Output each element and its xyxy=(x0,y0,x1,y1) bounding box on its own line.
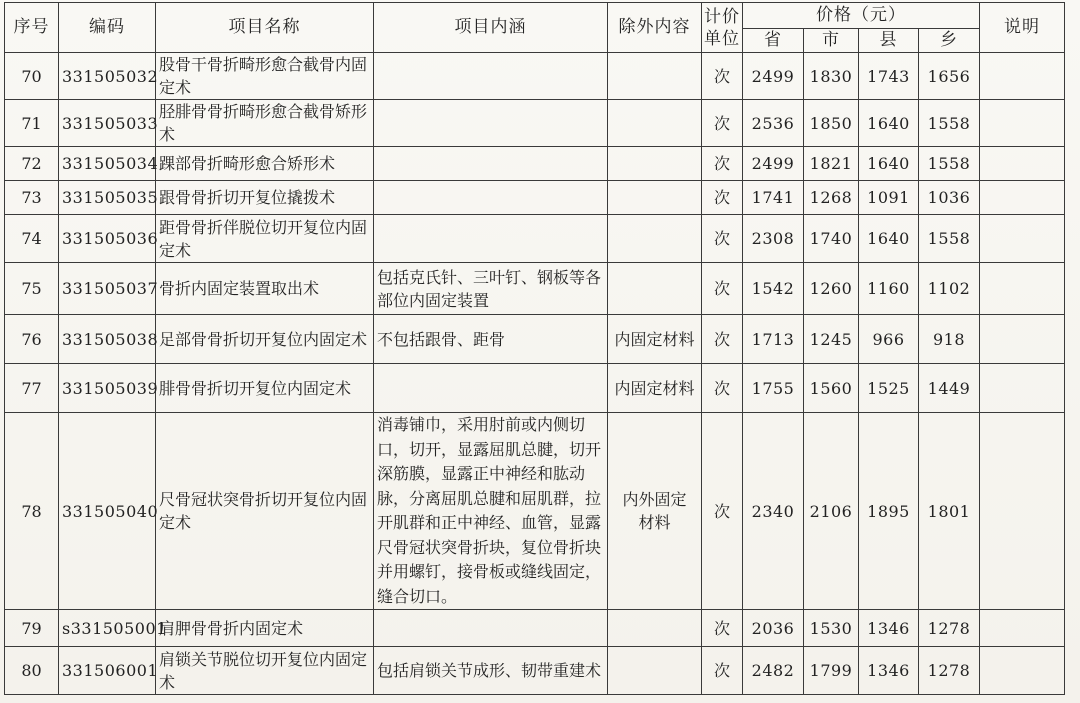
cell-code: 331505032 xyxy=(59,53,156,100)
cell-code: 331505040 xyxy=(59,413,156,610)
cell-seq: 80 xyxy=(5,647,59,695)
cell-content: 包括肩锁关节成形、韧带重建术 xyxy=(374,647,608,695)
header-province: 省 xyxy=(743,29,804,53)
cell-content xyxy=(374,53,608,100)
cell-excluded xyxy=(608,181,702,215)
header-unit: 计价单位 xyxy=(702,3,743,53)
cell-county: 966 xyxy=(859,315,919,364)
cell-name: 踝部骨折畸形愈合矫形术 xyxy=(156,147,374,181)
cell-content xyxy=(374,147,608,181)
cell-province: 2308 xyxy=(743,215,804,263)
cell-content xyxy=(374,100,608,147)
cell-name: 足部骨骨折切开复位内固定术 xyxy=(156,315,374,364)
cell-excluded xyxy=(608,263,702,315)
cell-township: 1278 xyxy=(919,610,980,647)
cell-excluded: 内外固定材料 xyxy=(608,413,702,610)
cell-province: 1741 xyxy=(743,181,804,215)
header-content: 项目内涵 xyxy=(374,3,608,53)
cell-county: 1895 xyxy=(859,413,919,610)
cell-note xyxy=(980,315,1065,364)
cell-county: 1091 xyxy=(859,181,919,215)
cell-note xyxy=(980,53,1065,100)
cell-name: 肩锁关节脱位切开复位内固定术 xyxy=(156,647,374,695)
cell-seq: 74 xyxy=(5,215,59,263)
cell-seq: 73 xyxy=(5,181,59,215)
cell-township: 1558 xyxy=(919,100,980,147)
table-row xyxy=(5,315,1065,364)
cell-unit: 次 xyxy=(702,647,743,695)
header-price: 价格（元） xyxy=(743,3,980,29)
cell-content: 包括克氏针、三叶钉、钢板等各部位内固定装置 xyxy=(374,263,608,315)
header-county: 县 xyxy=(859,29,919,53)
table-row xyxy=(5,364,1065,413)
cell-note xyxy=(980,263,1065,315)
cell-province: 1542 xyxy=(743,263,804,315)
table-row xyxy=(5,263,1065,315)
cell-city: 1740 xyxy=(804,215,859,263)
cell-name: 距骨骨折伴脱位切开复位内固定术 xyxy=(156,215,374,263)
cell-unit: 次 xyxy=(702,364,743,413)
cell-city: 1830 xyxy=(804,53,859,100)
table-row xyxy=(5,647,1065,695)
cell-city: 1260 xyxy=(804,263,859,315)
cell-code: 331505034 xyxy=(59,147,156,181)
cell-note xyxy=(980,610,1065,647)
cell-note xyxy=(980,181,1065,215)
cell-seq: 75 xyxy=(5,263,59,315)
cell-unit: 次 xyxy=(702,413,743,610)
cell-unit: 次 xyxy=(702,100,743,147)
table-row xyxy=(5,413,1065,610)
cell-code: 331505038 xyxy=(59,315,156,364)
cell-province: 2482 xyxy=(743,647,804,695)
cell-province: 1755 xyxy=(743,364,804,413)
cell-seq: 77 xyxy=(5,364,59,413)
cell-province: 2499 xyxy=(743,147,804,181)
price-table xyxy=(4,2,1065,695)
header-township: 乡 xyxy=(919,29,980,53)
cell-code: s331505001 xyxy=(59,610,156,647)
cell-county: 1640 xyxy=(859,100,919,147)
cell-city: 1268 xyxy=(804,181,859,215)
cell-township: 1656 xyxy=(919,53,980,100)
cell-excluded: 内固定材料 xyxy=(608,364,702,413)
cell-note xyxy=(980,413,1065,610)
cell-province: 1713 xyxy=(743,315,804,364)
cell-name: 尺骨冠状突骨折切开复位内固定术 xyxy=(156,413,374,610)
cell-excluded xyxy=(608,147,702,181)
cell-note xyxy=(980,147,1065,181)
cell-content: 消毒铺巾，采用肘前或内侧切口，切开，显露屈肌总腱，切开深筋膜，显露正中神经和肱动脉，分离屈肌总腱和屈肌群，拉开肌群和正中神经、血管，显露尺骨冠状突骨折块，复位骨折块并用螺钉，接骨板或缝线固定，缝合切口。 xyxy=(374,413,608,610)
cell-content xyxy=(374,364,608,413)
cell-excluded: 内固定材料 xyxy=(608,315,702,364)
cell-township: 918 xyxy=(919,315,980,364)
cell-code: 331505039 xyxy=(59,364,156,413)
cell-content xyxy=(374,215,608,263)
cell-seq: 78 xyxy=(5,413,59,610)
header-row-1 xyxy=(5,3,1065,29)
cell-province: 2340 xyxy=(743,413,804,610)
cell-county: 1160 xyxy=(859,263,919,315)
table-row xyxy=(5,181,1065,215)
header-seq: 序号 xyxy=(5,3,59,53)
cell-county: 1640 xyxy=(859,147,919,181)
cell-unit: 次 xyxy=(702,215,743,263)
cell-name: 肩胛骨骨折内固定术 xyxy=(156,610,374,647)
cell-code: 331505033 xyxy=(59,100,156,147)
cell-seq: 76 xyxy=(5,315,59,364)
cell-township: 1558 xyxy=(919,147,980,181)
cell-note xyxy=(980,215,1065,263)
header-name: 项目名称 xyxy=(156,3,374,53)
cell-county: 1346 xyxy=(859,647,919,695)
cell-note xyxy=(980,647,1065,695)
cell-content xyxy=(374,610,608,647)
header-code: 编码 xyxy=(59,3,156,53)
cell-seq: 71 xyxy=(5,100,59,147)
cell-city: 2106 xyxy=(804,413,859,610)
cell-code: 331505036 xyxy=(59,215,156,263)
cell-content: 不包括跟骨、距骨 xyxy=(374,315,608,364)
cell-county: 1346 xyxy=(859,610,919,647)
cell-city: 1245 xyxy=(804,315,859,364)
cell-unit: 次 xyxy=(702,147,743,181)
table-row xyxy=(5,215,1065,263)
cell-unit: 次 xyxy=(702,53,743,100)
cell-township: 1801 xyxy=(919,413,980,610)
cell-code: 331505037 xyxy=(59,263,156,315)
cell-code: 331505035 xyxy=(59,181,156,215)
cell-township: 1278 xyxy=(919,647,980,695)
cell-unit: 次 xyxy=(702,315,743,364)
header-city: 市 xyxy=(804,29,859,53)
cell-seq: 79 xyxy=(5,610,59,647)
cell-province: 2499 xyxy=(743,53,804,100)
table-row xyxy=(5,100,1065,147)
cell-excluded xyxy=(608,53,702,100)
table-row xyxy=(5,147,1065,181)
cell-excluded xyxy=(608,215,702,263)
cell-name: 腓骨骨折切开复位内固定术 xyxy=(156,364,374,413)
cell-county: 1640 xyxy=(859,215,919,263)
cell-note xyxy=(980,364,1065,413)
cell-city: 1560 xyxy=(804,364,859,413)
cell-name: 股骨干骨折畸形愈合截骨内固定术 xyxy=(156,53,374,100)
cell-excluded xyxy=(608,610,702,647)
cell-unit: 次 xyxy=(702,610,743,647)
cell-city: 1530 xyxy=(804,610,859,647)
cell-name: 跟骨骨折切开复位撬拨术 xyxy=(156,181,374,215)
cell-unit: 次 xyxy=(702,263,743,315)
cell-city: 1821 xyxy=(804,147,859,181)
cell-township: 1449 xyxy=(919,364,980,413)
cell-content xyxy=(374,181,608,215)
cell-note xyxy=(980,100,1065,147)
cell-unit: 次 xyxy=(702,181,743,215)
cell-seq: 72 xyxy=(5,147,59,181)
cell-name: 胫腓骨骨折畸形愈合截骨矫形术 xyxy=(156,100,374,147)
cell-county: 1743 xyxy=(859,53,919,100)
cell-province: 2036 xyxy=(743,610,804,647)
cell-city: 1799 xyxy=(804,647,859,695)
table-row xyxy=(5,610,1065,647)
header-excluded: 除外内容 xyxy=(608,3,702,53)
cell-county: 1525 xyxy=(859,364,919,413)
header-note: 说明 xyxy=(980,3,1065,53)
table-row xyxy=(5,53,1065,100)
cell-city: 1850 xyxy=(804,100,859,147)
cell-township: 1558 xyxy=(919,215,980,263)
cell-province: 2536 xyxy=(743,100,804,147)
cell-name: 骨折内固定装置取出术 xyxy=(156,263,374,315)
cell-seq: 70 xyxy=(5,53,59,100)
cell-code: 331506001 xyxy=(59,647,156,695)
cell-excluded xyxy=(608,100,702,147)
cell-excluded xyxy=(608,647,702,695)
cell-township: 1036 xyxy=(919,181,980,215)
cell-township: 1102 xyxy=(919,263,980,315)
